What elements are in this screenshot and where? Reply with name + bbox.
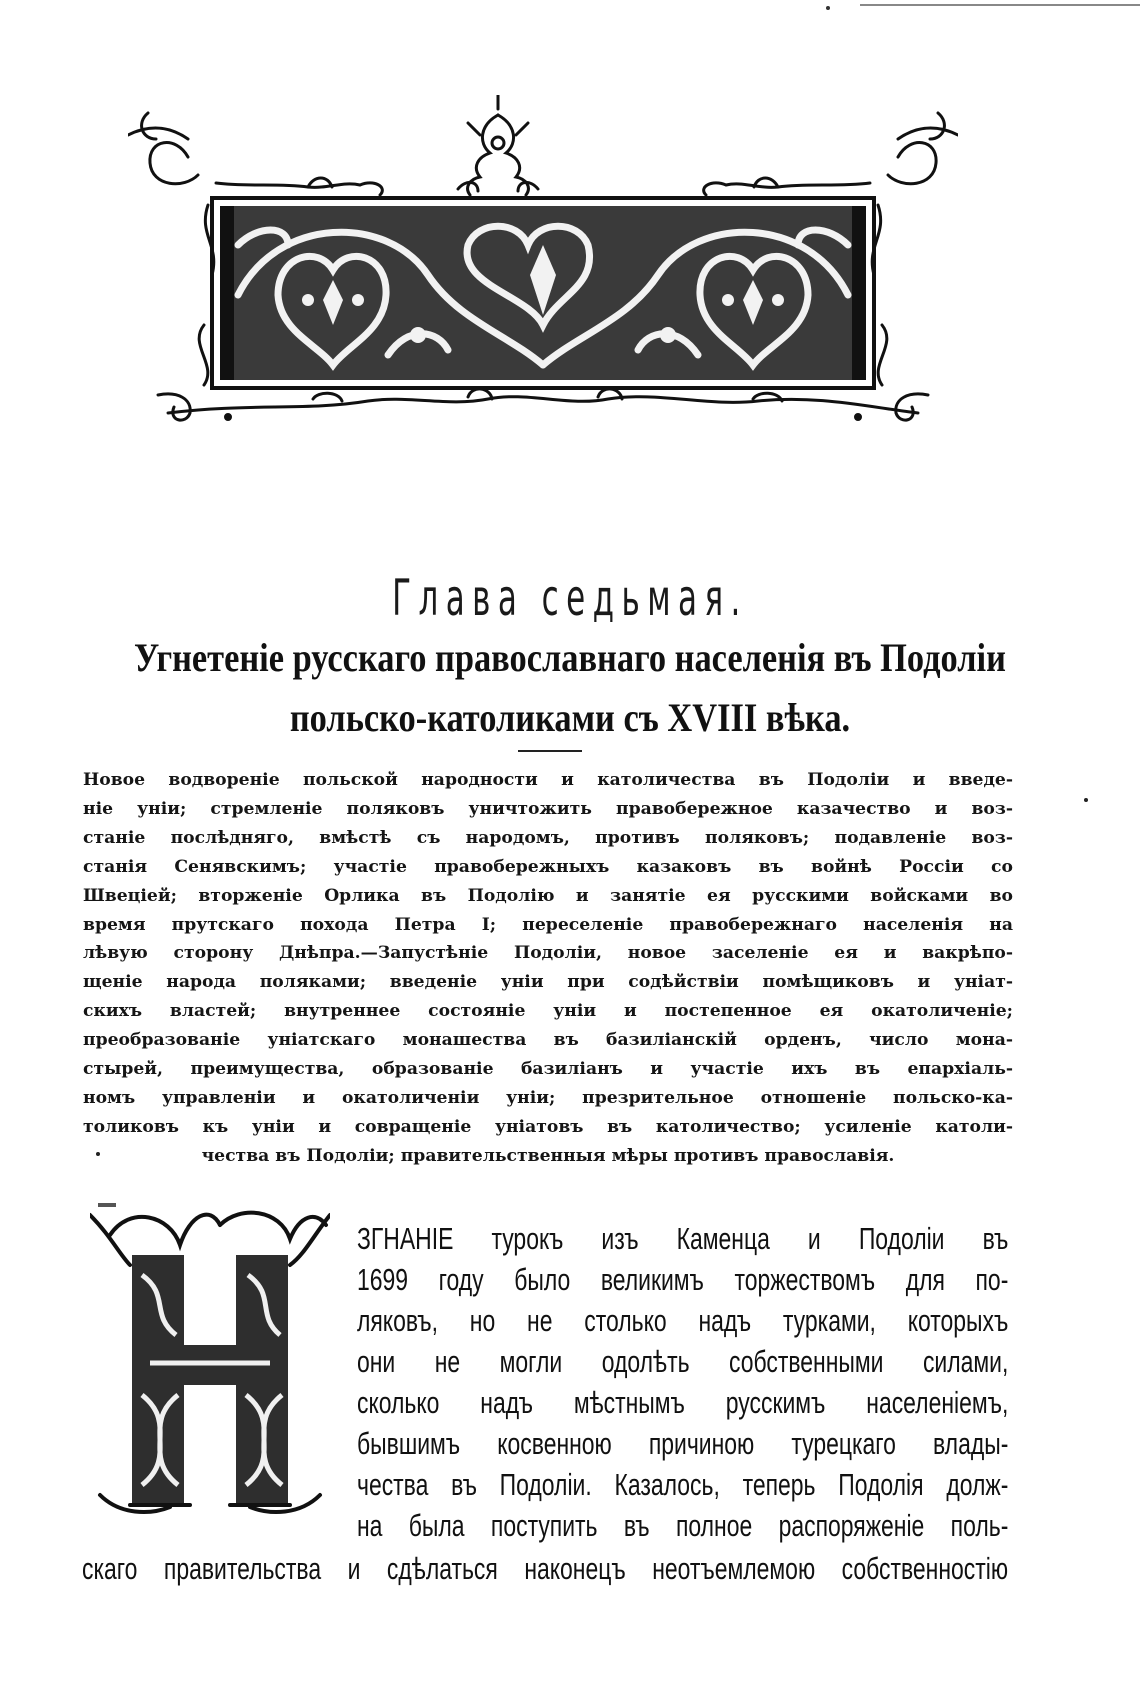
body-line: на была поступить въ полное распоряженіе поль- <box>357 1508 1009 1543</box>
body-line: ляковъ, но не столько надъ турками, которыхъ <box>357 1303 1009 1338</box>
body-line: ЗГНАНІЕ турокъ изъ Каменца и Подоліи въ <box>357 1221 1009 1256</box>
chapter-summary <box>83 766 1013 1171</box>
chapter-heading-line: польско-католиками съ XVIII вѣка. <box>289 695 851 740</box>
summary-line: скихъ властей; внутреннее состояніе уніи и постепенное ея окатоличеніе; <box>83 1001 1013 1022</box>
summary-line: толиковъ къ уніи и совращеніе уніатовъ въ католичество; усиленіе католи- <box>83 1116 1013 1137</box>
summary-line: станія Сенявскимъ; участіе правобережныхъ казаковъ въ войнѣ Россіи со <box>83 856 1013 877</box>
body-line: они не могли одолѣть собственными силами, <box>357 1344 1009 1379</box>
body-line: бывшимъ косвенною причиною турецкаго влады- <box>357 1426 1009 1461</box>
ornamental-headpiece <box>128 95 958 470</box>
top-edge-rule <box>860 4 1140 6</box>
summary-line: стырей, преимущества, образованіе базиліанъ и участіе ихъ въ епархіаль- <box>83 1059 1013 1080</box>
chapter-heading-line: Угнетеніе русскаго православнаго населенія въ Подоліи <box>134 635 1006 680</box>
print-speck <box>96 1152 100 1156</box>
summary-line: щеніе народа поляками; введеніе уніи при содѣйствіи помѣщиковъ и уніат- <box>83 972 1013 993</box>
print-speck <box>1084 798 1088 802</box>
body-line: сколько надъ мѣстнымъ русскимъ населеніемъ, <box>357 1385 1009 1420</box>
body-line: скаго правительства и сдѣлаться наконецъ неотъемлемою собственностію <box>82 1551 1009 1586</box>
summary-line: станіе послѣдняго, вмѣстѣ съ народомъ, противъ поляковъ; подавленіе воз- <box>83 827 1013 848</box>
summary-line: преобразованіе уніатскаго монашества въ базиліанскій орденъ, число мона- <box>83 1030 1013 1051</box>
summary-line: лѣвую сторону Днѣпра.—Запустѣніе Подоліи, новое заселеніе ея и вакрѣпо- <box>83 943 1013 964</box>
summary-line: Швеціей; вторженіе Орлика въ Подолію и занятіе ея русскими войсками во <box>83 885 1013 906</box>
summary-line: номъ управленіи и окатоличеніи уніи; презрительное отношеніе польско-ка- <box>83 1087 1013 1108</box>
summary-line: Новое водвореніе польской народности и католичества въ Подоліи и введе- <box>83 770 1013 790</box>
body-line: чества въ Подоліи. Казалось, теперь Подолія долж- <box>357 1467 1009 1502</box>
illuminated-dropcap <box>90 1195 330 1525</box>
summary-line: ніе уніи; стремленіе поляковъ уничтожить правобережное казачество и воз- <box>83 798 1013 819</box>
chapter-title: Глава седьмая. <box>392 568 748 627</box>
summary-line: чества въ Подоліи; правительственныя мѣры противъ православія. <box>201 1145 895 1166</box>
heading-divider <box>518 750 582 752</box>
print-speck <box>826 6 830 10</box>
body-paragraph-full <box>82 1548 1009 1589</box>
body-line: 1699 году было великимъ торжествомъ для по- <box>357 1262 1009 1297</box>
summary-line: время прутскаго похода Петра I; переселеніе правобережнаго населенія на <box>83 914 1013 935</box>
chapter-heading <box>131 628 1008 748</box>
body-paragraph-indented <box>357 1218 1009 1546</box>
